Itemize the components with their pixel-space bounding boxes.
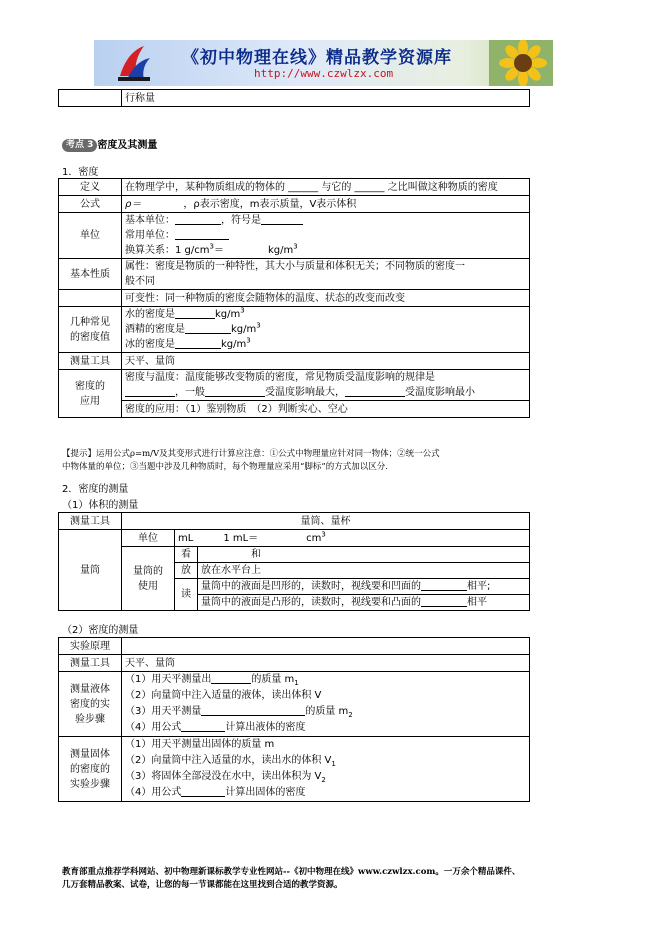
liquid-steps-label: 测量液体 密度的实 验步骤 [59,672,122,737]
property-cell-variability: 可变性：同一种物质的密度会随物体的温度、状态的改变而改变 [122,290,530,307]
row-label-density-values: 几种常见 的密度值 [59,307,122,353]
top-row-text: 行称量 [122,90,530,107]
measurement-table: 实验原理 测量工具 天平、量筒 测量液体 密度的实 验步骤 （1）用天平测量出 的质量 $m_1$ （2）向量筒中注入适量的液体，读出体积 V （3）用天平测量 的质量 $m_2$ （4）用公式 计算出液体的密度 测量固体 的密度的 实验步骤 （1）用天平测量出固体的质量 m （2）向量筒中注入适量的水，读出水的体积 $V_1$ （3）将固体全部浸没在水中，读出体积为 $V_2$ （4）用公式 计算出固体的密度 [58,637,530,802]
logo-icon [114,42,154,84]
unit-cell: 基本单位： ，符号是 常用单位： 换算关系：1 $g/cm^3= kg/m^3$ [122,213,530,259]
density-table [58,178,530,418]
top-remnant-table [58,89,530,107]
row-label-formula: 公式 [59,196,122,213]
volume-table: 测量工具 量筒、量杯 量筒 单位 mL 1 $mL= cm^3$ 量筒的 使用 看 和 放 放在水平台上 读 量筒中的液面是凹形的，读数时，视线要和凹面的 相平; 量筒中的液面是凸形的，读数时，视线要和凸面的 相平 [58,512,530,611]
row-label-unit: 单位 [59,213,122,259]
density-values-cell: 水的密度是 $kg/m^3$ 酒精的密度是 $kg/m^3$ 冰的密度是 $kg/m^3$ [122,307,530,353]
formula-cell [122,196,530,213]
application-temp-cell: 密度与温度：温度能够改变物质的密度，常见物质受温度影响的规律是 ，一般 受温度影响最大， 受温度影响最小 [122,370,530,401]
row-label-definition: 定义 [59,179,122,196]
row-label-tools: 测量工具 [59,353,122,370]
tip-note: 【提示】运用公式ρ=m/V及其变形式进行计算应注意：①公式中物理量应针对同一物体；②统一公式 中物体量的单位；③当题中涉及几种物质时，每个物理量应采用“脚标”的方式加以区分. [62,449,440,472]
section-heading [62,136,157,152]
solid-steps: （1）用天平测量出固体的质量 m （2）向量筒中注入适量的水，读出水的体积 $V_1$ （3）将固体全部浸没在水中，读出体积为 $V_2$ （4）用公式 计算出固体的密度 [122,737,530,802]
formula-lhs: ρ＝ [125,198,142,210]
tools-text: 天平、量筒 [122,353,530,370]
header-banner [94,40,553,86]
application-use-cell: 密度的应用：（1）鉴别物质 （2）判断实心、空心 [122,401,530,418]
banner-url[interactable]: http://www.czwlzx.com [254,67,394,80]
footer: 教育部重点推荐学科网站、初中物理新课标教学专业性网站--《初中物理在线》www.czwlzx.com。一万余个精品课件、 几万套精品教案、试卷，让您的每一节课都能在这里找到合适的教学资源。 [62,867,521,890]
liquid-steps: （1）用天平测量出 的质量 $m_1$ （2）向量筒中注入适量的液体，读出体积 V （3）用天平测量 的质量 $m_2$ （4）用公式 计算出液体的密度 [122,672,530,737]
part2-heading: 2．密度的测量 [62,484,129,495]
row-label-property: 基本性质 [59,259,122,290]
solid-steps-label: 测量固体 的密度的 实验步骤 [59,737,122,802]
row-label-application: 密度的 应用 [59,370,122,418]
definition-text: 在物理学中，某种物质组成的物体的 ______ 与它的 ______ 之比叫做这种物质的密度 [122,179,530,196]
property-cell-attr: 属性：密度是物质的一种特性，其大小与质量和体积无关；不同物质的密度一 般不同 [122,259,530,290]
unit-conversion: mL 1 $mL= cm^3$ [175,530,530,547]
section-title: 密度及其测量 [97,140,158,151]
section-badge: 考点 3 [62,139,97,152]
formula-text: ，ρ表示密度，m表示质量，V表示体积 [183,198,357,210]
sunflower-icon [489,40,553,86]
part2-sub1: （1）体积的测量 [62,500,139,511]
part1-heading: 1．密度 [62,167,99,178]
cylinder-label: 量筒 [59,530,122,611]
cylinder-use-label: 量筒的 使用 [122,547,175,611]
banner-title: 《初中物理在线》精品教学资源库 [182,48,452,68]
part2-sub2: （2）密度的测量 [62,625,139,636]
